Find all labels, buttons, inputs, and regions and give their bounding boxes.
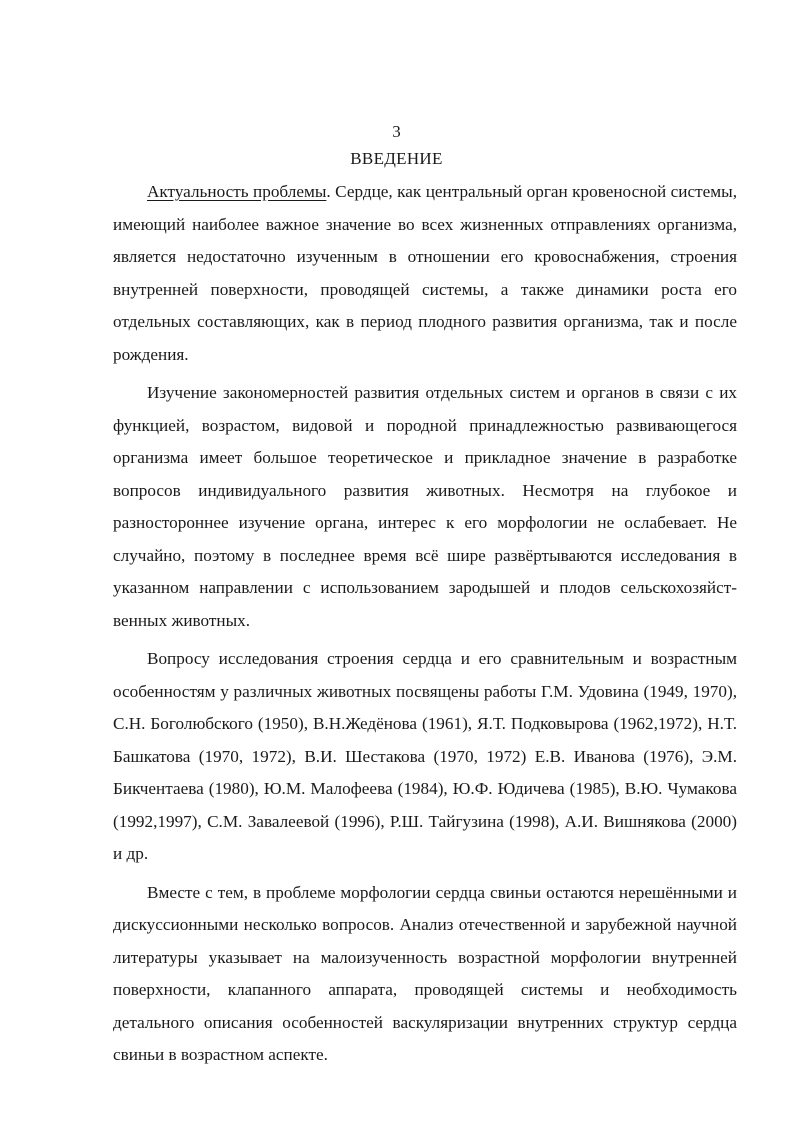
paragraph-problems: Вместе с тем, в проблеме морфологии сердца свиньи остаются нерешёнными и дискуссионными несколько вопросов. Анализ отечественной и зарубежной научной литературы указывает на малоизученность возрастной морфологии внутренней поверхности, клапанного аппарата, проводящей системы и необходимость детального описания особенностей васкуляризации внутренних структур сердца свиньи в возрастном аспекте. [113, 882, 737, 1064]
page-number: 3 [392, 122, 401, 141]
paragraph-study: Изучение закономерностей развития отдельных систем и органов в связи с их функцией, возрастом, видовой и породной принадлежностью развивающегося организма имеет большое теоретическое и прикладное значение в разработке вопросов индивидуального развития животных. Несмотря на глубокое и разностороннее изучение органа, интерес к его морфологии не ослабевает. Не случайно, поэтому в последнее время всё шире развёртываются исследования в указанном направлении с использованием зародышей и плодов сельскохозяйственных животных. [113, 383, 737, 630]
paragraph-literature: Вопросу исследования строения сердца и его сравнительным и возрастным особенностям у различных животных посвящены работы Г.М. Удовина (1949, 1970), С.Н. Боголюбского (1950), В.Н.Жедёнова (1961), Я.Т. Подковырова (1962,1972), Н.Т. Башкатова (1970, 1972), В.И. Шестакова (1970, 1972) Е.В. Иванова (1976), Э.М. Бикчентаева (1980), Ю.М. Малофеева (1984), Ю.Ф. Юдичева (1985), В.Ю. Чумакова (1992,1997), С.М. Завалеевой (1996), Р.Ш. Тайгузина (1998), А.И. Вишнякова (2000) и др. [113, 649, 737, 863]
paragraph-relevance [113, 176, 737, 371]
paragraph-lead-term: Актуальность проблемы [147, 182, 327, 201]
body-text [113, 176, 737, 1072]
section-heading: ВВЕДЕНИЕ [350, 149, 443, 168]
paragraph-text: . Сердце, как центральный орган кровеносной системы, имеющий наиболее важное значение во всех жизненных отправлениях организма, является недостаточно изученным в отношении его кровоснабжения, строения внутренней поверхности, проводящей системы, а также динамики роста его отдельных составляющих, как в период плодного развития организма, так и после рождения. [113, 182, 737, 364]
